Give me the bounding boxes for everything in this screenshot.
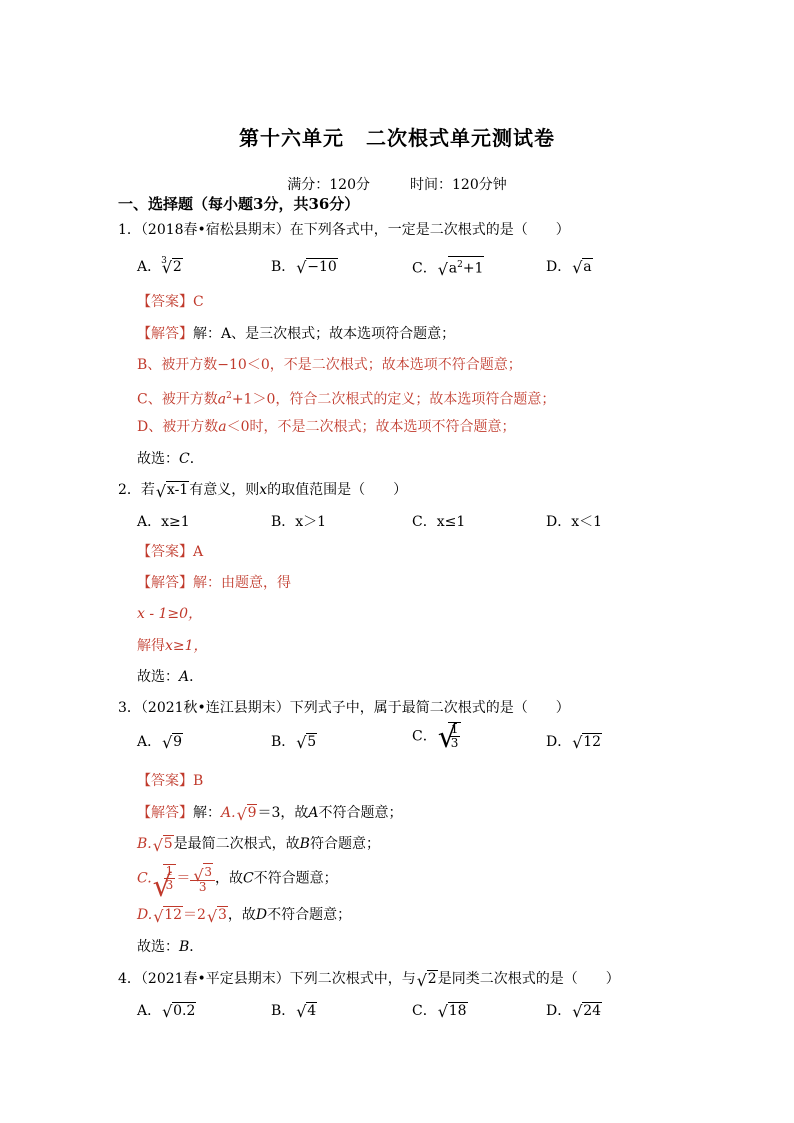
q2-option-b: B．x＞1	[271, 514, 327, 530]
time-info: 时间：120分钟	[410, 177, 507, 193]
q3-conclusion: 故选：B．	[137, 939, 204, 955]
page-title: 第十六单元 二次根式单元测试卷	[239, 126, 555, 150]
q3-solution-line-4: D.√ 12＝2√ 3，故D不符合题意；	[137, 905, 351, 925]
q2-answer: 【答案】A	[137, 544, 204, 560]
question-4-stem: 4．（2021春•平定县期末）下列二次根式中，与√ 2是同类二次根式的是（ ）	[118, 969, 620, 989]
q1-option-a: A．$^3$√ 2	[137, 256, 183, 276]
q2-option-d: D．x＜1	[546, 514, 603, 530]
q2-solution-line-2: x - 1≥0，	[137, 606, 203, 622]
q3-solution-line-1: 【解答】解：A.√ 9＝3，故A不符合题意；	[137, 803, 403, 823]
q2-conclusion: 故选：A．	[137, 669, 204, 685]
q1-solution-line-4: D、被开方数a＜0时，不是二次根式；故本选项不符合题意；	[137, 419, 516, 435]
q4-option-a: A．√ 0.2	[137, 1000, 196, 1020]
question-1-stem: 1．（2018春•宿松县期末）在下列各式中，一定是二次根式的是（ ）	[118, 222, 570, 238]
q1-option-c: C．√ $a^2+1$	[412, 256, 484, 278]
q4-option-b: B．√ 4	[271, 1000, 317, 1020]
q1-option-d: D．√ a	[546, 256, 593, 276]
question-3-stem: 3．（2021秋•连江县期末）下列式子中，属于最简二次根式的是（ ）	[118, 700, 570, 716]
q1-solution-line-3: C、被开方数$a^2+1>0$，符合二次根式的定义；故本选项符合题意；	[137, 391, 556, 408]
q3-option-d: D．√ 12	[546, 731, 602, 751]
q2-solution-line-3: 解得x≥1，	[137, 638, 208, 654]
q1-solution-line-2: B、被开方数−10＜0，不是二次根式；故本选项不符合题意；	[137, 357, 522, 373]
q3-option-c: C． √ $\frac{1}{3}$	[412, 722, 461, 750]
q4-option-c: C．√ 18	[412, 1000, 468, 1020]
question-2-stem: 2．若√ x-1有意义，则x的取值范围是（ ）	[118, 480, 407, 500]
q2-solution-line-1: 【解答】解：由题意，得	[137, 575, 291, 591]
q3-option-a: A．√ 9	[137, 731, 183, 751]
q2-option-c: C．x≤1	[412, 514, 466, 530]
score-info: 满分：120分	[287, 177, 370, 193]
q3-answer: 【答案】B	[137, 773, 204, 789]
section-heading: 一、选择题（每小题3分，共36分）	[118, 195, 360, 213]
q4-option-d: D．√ 24	[546, 1000, 602, 1020]
q2-option-a: A．x≥1	[137, 514, 190, 530]
q3-option-b: B．√ 5	[271, 731, 317, 751]
q3-solution-line-3: C. √ $\frac{1}{3}$ ＝ √ $\frac{3}{3}$ ，故C不符合题意；	[137, 863, 338, 894]
q1-answer: 【答案】C	[137, 294, 204, 310]
q1-option-b: B．√ −10	[271, 256, 338, 276]
q1-conclusion: 故选：C．	[137, 451, 204, 467]
q3-solution-line-2: B.√ 5是最简二次根式，故B符合题意；	[137, 834, 380, 854]
exam-meta	[0, 174, 794, 194]
q1-solution-line-1: 【解答】解：A、是三次根式；故本选项符合题意；	[137, 326, 456, 342]
